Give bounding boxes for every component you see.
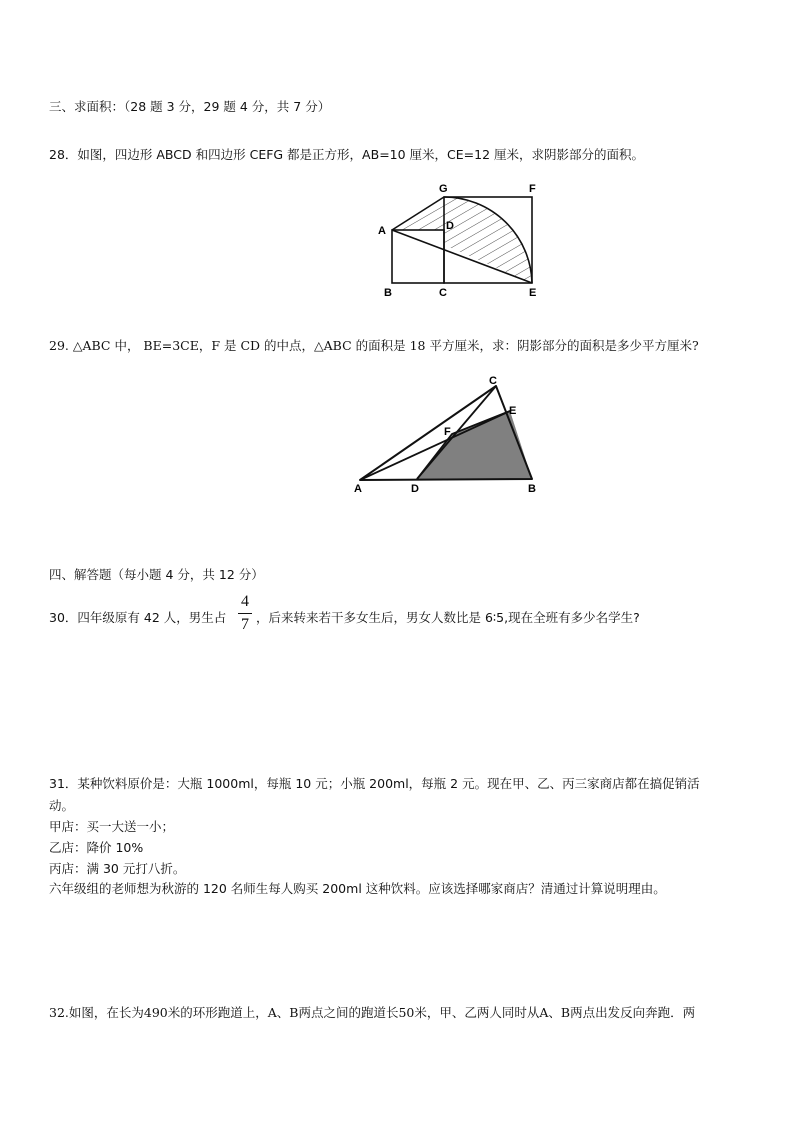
section-3-heading: 三、求面积：（28 题 3 分，29 题 4 分，共 7 分） xyxy=(49,99,331,114)
q29-label-b: B xyxy=(528,483,536,495)
q28-label-f: F xyxy=(529,183,536,195)
question-32-text: 32.如图，在长为490米的环形跑道上，A、B两点之间的跑道长50米，甲、乙两人同时从A、B两点出发反向奔跑．两 xyxy=(49,1005,696,1020)
question-31-line-5: 丙店：满 30 元打八折。 xyxy=(49,861,186,876)
q29-label-d: D xyxy=(411,483,419,495)
question-31-line-6: 六年级组的老师想为秋游的 120 名师生每人购买 200ml 这种饮料。应该选择哪家商店？清通过计算说明理由。 xyxy=(49,881,666,896)
q30-fraction-denominator: 7 xyxy=(241,616,249,633)
q29-label-a: A xyxy=(354,483,362,495)
q29-label-f: F xyxy=(444,426,451,438)
question-30-text-after: ，后来转来若干多女生后，男女人数比是 6∶5,现在全班有多少名学生? xyxy=(256,610,640,625)
q30-fraction-numerator: 4 xyxy=(241,593,249,610)
question-29-text: 29. △ABC 中， BE=3CE，F 是 CD 的中点，△ABC 的面积是 18 平方厘米，求：阴影部分的面积是多少平方厘米? xyxy=(49,338,699,353)
question-31-line-2: 动。 xyxy=(49,798,75,813)
q28-figure xyxy=(370,178,550,303)
q28-label-d: D xyxy=(446,220,454,232)
q28-label-g: G xyxy=(439,183,448,195)
q28-square-abcd xyxy=(392,230,444,283)
q28-label-a: A xyxy=(378,225,386,237)
section-4-heading: 四、解答题（每小题 4 分，共 12 分） xyxy=(49,567,264,582)
q30-fraction-bar xyxy=(238,613,252,614)
question-31-line-3: 甲店：买一大送一小； xyxy=(49,819,175,834)
question-31-line-4: 乙店：降价 10% xyxy=(49,840,144,855)
q28-label-b: B xyxy=(384,287,392,299)
question-28-text: 28．如图，四边形 ABCD 和四边形 CEFG 都是正方形，AB=10 厘米，CE=12 厘米，求阴影部分的面积。 xyxy=(49,147,645,162)
question-31-line-1: 31．某种饮料原价是：大瓶 1000ml，每瓶 10 元；小瓶 200ml，每瓶 2 元。现在甲、乙、丙三家商店都在搞促销活 xyxy=(49,776,700,791)
q28-label-e: E xyxy=(529,287,537,299)
q30-fraction xyxy=(238,593,252,634)
q29-label-e: E xyxy=(509,405,517,417)
q29-figure xyxy=(350,370,550,495)
question-30-text-before: 30．四年级原有 42 人，男生占 xyxy=(49,610,227,625)
q28-label-c: C xyxy=(439,287,447,299)
q29-label-c: C xyxy=(489,375,497,387)
